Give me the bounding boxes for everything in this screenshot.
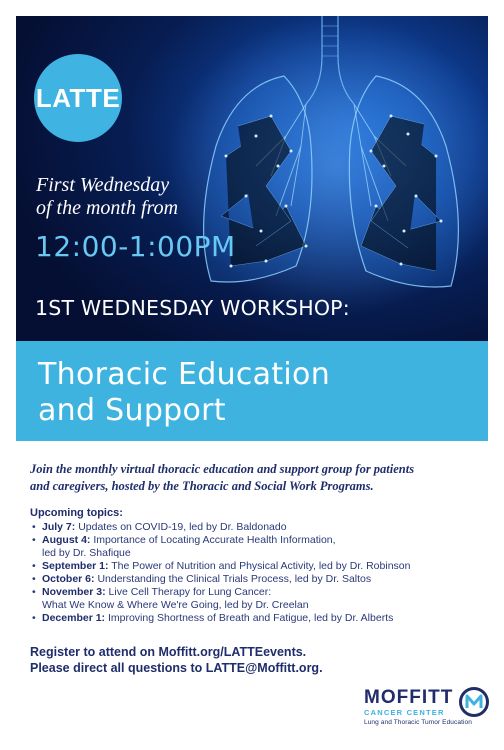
intro-paragraph <box>30 461 480 495</box>
register-info <box>30 644 323 676</box>
intro-line-1: Join the monthly virtual thoracic education and support group for patients <box>30 462 415 476</box>
topic-text: Updates on COVID-19, led by Dr. Baldonado <box>78 521 287 533</box>
topic-text: Importance of Locating Accurate Health Information, <box>93 534 336 546</box>
topic-text-continued: What We Know & Where We're Going, led by Dr. Creelan <box>42 599 309 611</box>
hero-banner <box>16 16 488 341</box>
event-title-line-2: and Support <box>38 393 226 428</box>
topic-date: July 7: <box>42 521 76 533</box>
event-title <box>38 357 330 429</box>
moffitt-logo <box>350 688 490 728</box>
moffitt-m-icon <box>459 687 489 717</box>
list-item <box>30 586 490 612</box>
topic-date: August 4: <box>42 534 91 546</box>
topic-text: Live Cell Therapy for Lung Cancer: <box>108 586 272 598</box>
topic-date: November 3: <box>42 586 106 598</box>
topics-list <box>30 521 490 625</box>
topic-text: Understanding the Clinical Trials Process, led by Dr. Saltos <box>97 573 372 585</box>
register-line-2: Please direct all questions to LATTE@Moffitt.org. <box>30 661 323 675</box>
latte-badge <box>34 54 122 142</box>
latte-badge-label: LATTE <box>35 82 121 113</box>
event-title-line-1: Thoracic Education <box>38 357 331 392</box>
topics-heading: Upcoming topics: <box>30 507 123 519</box>
logo-tagline: Lung and Thoracic Tumor Education <box>364 719 472 726</box>
schedule-text <box>36 174 178 220</box>
schedule-line-2: of the month from <box>36 197 179 219</box>
cancer-center-label: CANCER CENTER <box>364 708 445 717</box>
list-item <box>30 534 490 560</box>
topic-text-continued: led by Dr. Shafique <box>42 547 131 559</box>
list-item <box>30 521 490 534</box>
topic-date: September 1: <box>42 560 109 572</box>
schedule-line-1: First Wednesday <box>36 174 170 196</box>
list-item <box>30 560 490 573</box>
topic-date: December 1: <box>42 612 106 624</box>
list-item <box>30 612 490 625</box>
register-line-1: Register to attend on Moffitt.org/LATTEevents. <box>30 645 307 659</box>
topic-text: The Power of Nutrition and Physical Activity, led by Dr. Robinson <box>111 560 411 572</box>
workshop-heading: 1ST WEDNESDAY WORKSHOP: <box>35 296 350 320</box>
list-item <box>30 573 490 586</box>
moffitt-name: MOFFITT <box>364 687 454 708</box>
topic-date: October 6: <box>42 573 95 585</box>
intro-line-2: and caregivers, hosted by the Thoracic and Social Work Programs. <box>30 479 374 493</box>
title-band <box>16 341 488 441</box>
session-time: 12:00-1:00PM <box>35 230 236 263</box>
topic-text: Improving Shortness of Breath and Fatigue, led by Dr. Alberts <box>107 612 394 624</box>
